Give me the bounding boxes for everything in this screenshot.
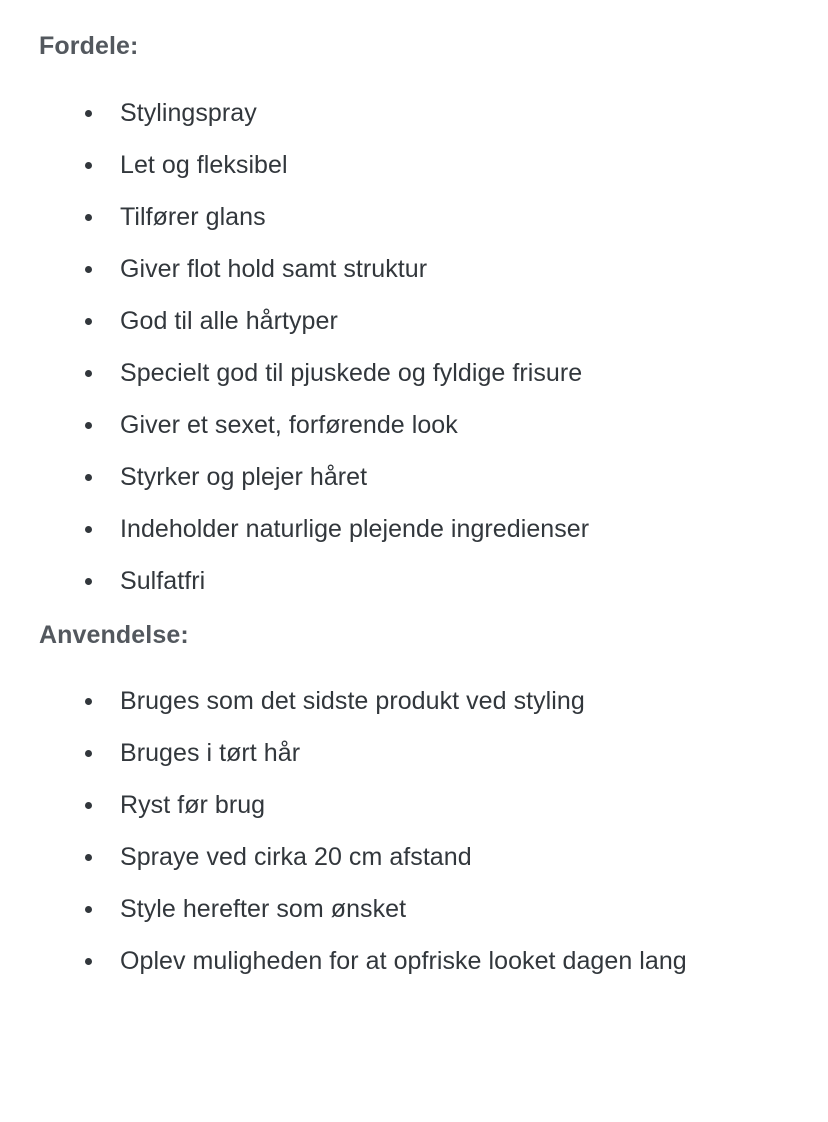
list-item — [39, 461, 779, 493]
bullet-icon — [85, 802, 92, 809]
bullet-icon — [85, 474, 92, 481]
list-item-label: Specielt god til pjuskede og fyldige frisure — [120, 358, 583, 387]
bullet-icon — [85, 266, 92, 273]
list-item-label: Indeholder naturlige plejende ingredienser — [120, 514, 590, 543]
bullet-icon — [85, 318, 92, 325]
list-item-label: Sulfatfri — [120, 566, 206, 595]
list-item-label: Tilfører glans — [120, 202, 266, 231]
usage-list — [39, 651, 790, 977]
list-item — [39, 149, 779, 181]
bullet-icon — [85, 214, 92, 221]
list-item — [39, 565, 779, 597]
list-item — [39, 97, 779, 129]
section-anvendelse — [39, 619, 790, 978]
bullet-icon — [85, 422, 92, 429]
list-item-label: Giver et sexet, forførende look — [120, 410, 458, 439]
list-item-label: Style herefter som ønsket — [120, 895, 407, 923]
list-item — [39, 737, 779, 769]
list-item-label: Bruges i tørt hår — [120, 739, 301, 767]
list-item-label: Stylingspray — [120, 98, 257, 127]
list-item — [39, 841, 779, 873]
list-item-label: Styrker og plejer håret — [120, 462, 368, 491]
list-item-label: Oplev muligheden for at opfriske looket dagen lang — [120, 947, 687, 975]
benefits-list — [39, 63, 790, 597]
bullet-icon — [85, 854, 92, 861]
list-item — [39, 253, 779, 285]
list-item-label: Bruges som det sidste produkt ved styling — [120, 687, 585, 715]
list-item-label: God til alle hårtyper — [120, 306, 338, 335]
bullet-icon — [85, 750, 92, 757]
list-item — [39, 409, 779, 441]
bullet-icon — [85, 958, 92, 965]
list-item-label: Spraye ved cirka 20 cm afstand — [120, 843, 472, 871]
bullet-icon — [85, 526, 92, 533]
list-item-label: Ryst før brug — [120, 791, 266, 819]
bullet-icon — [85, 578, 92, 585]
list-item — [39, 685, 779, 717]
list-item — [39, 513, 779, 545]
list-item — [39, 945, 779, 977]
section-heading-fordele: Fordele: — [39, 32, 139, 60]
section-fordele — [39, 30, 790, 609]
bullet-icon — [85, 906, 92, 913]
bullet-icon — [85, 110, 92, 117]
list-item — [39, 305, 779, 337]
list-item — [39, 893, 779, 925]
list-item — [39, 789, 779, 821]
list-item-label: Giver flot hold samt struktur — [120, 254, 428, 283]
bullet-icon — [85, 370, 92, 377]
section-heading-anvendelse: Anvendelse: — [39, 620, 189, 649]
list-item — [39, 357, 779, 389]
bullet-icon — [85, 698, 92, 705]
list-item — [39, 201, 779, 233]
bullet-icon — [85, 162, 92, 169]
list-spacer — [39, 597, 790, 609]
list-item-label: Let og fleksibel — [120, 150, 288, 179]
